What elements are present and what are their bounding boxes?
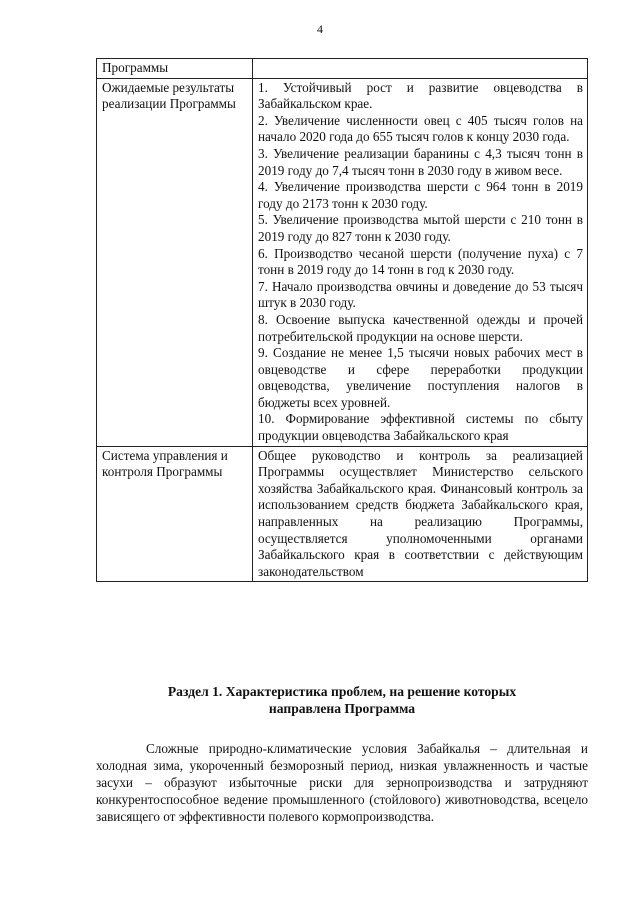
section-paragraph: Сложные природно-климатические условия Забайкалья – длительная и холодная зима, укороченный безморозный период, низкая увлажненность и частые засухи – образуют избыточные риски для зернопроизводства и затрудняют конкурентоспособное ведение промышленного (стойлового) животноводства, всецело зависящего от эффективности полевого кормопроизводства. [96, 741, 588, 824]
table-row-management [97, 446, 588, 582]
program-value-cell [253, 59, 588, 79]
expected-results-label: Ожидаемые результаты реализации Программы [97, 78, 253, 446]
result-item-6: 6. Производство чесаной шерсти (получение пуха) с 7 тонн в 2019 году до 14 тонн в год к 2030 году. [258, 245, 583, 278]
result-item-2: 2. Увеличение численности овец с 405 тысяч голов на начало 2020 года до 655 тысяч голов к концу 2030 года. [258, 112, 583, 145]
result-item-4: 4. Увеличение производства шерсти с 964 тонн в 2019 году до 2173 тонн к 2030 году. [258, 179, 583, 211]
table-row-expected-results [97, 78, 588, 446]
result-item-9: 9. Создание не менее 1,5 тысячи новых рабочих мест в овцеводстве и сфере переработки продукции овцеводства, увеличение поступления налогов в бюджеты всех уровней. [258, 345, 583, 410]
section-heading [96, 683, 588, 717]
result-item-8: 8. Освоение выпуска качественной одежды и прочей потребительской продукции на основе шерсти. [258, 311, 583, 344]
result-item-1: 1. Устойчивый рост и развитие овцеводства в Забайкальском крае. [258, 79, 583, 112]
expected-results-cell [253, 78, 588, 446]
program-passport-table [96, 58, 588, 582]
result-item-10: 10. Формирование эффективной системы по сбыту продукции овцеводства Забайкальского края [258, 411, 583, 444]
management-label: Система управления и контроля Программы [97, 446, 253, 582]
result-item-5: 5. Увеличение производства мытой шерсти с 210 тонн в 2019 году до 827 тонн к 2030 году. [258, 212, 583, 244]
section-heading-line-2: направлена Программа [268, 701, 416, 716]
result-item-3: 3. Увеличение реализации баранины с 4,3 тысяч тонн в 2019 году до 7,4 тысяч тонн в 2030 году в живом весе. [258, 145, 583, 178]
result-item-7: 7. Начало производства овчины и доведение до 53 тысяч штук в 2030 году. [258, 278, 583, 311]
program-label-cell: Программы [97, 59, 253, 79]
table-row-program [97, 59, 588, 79]
page-number: 4 [317, 22, 323, 36]
management-text: Общее руководство и контроль за реализацией Программы осуществляет Министерство сельского хозяйства Забайкальского края. Финансовый контроль за использованием средств бюджета Забайкальского края, направленных на реализацию Программы, осуществляется уполномоченными органами Забайкальского края в соответствии с действующим законодательством [253, 446, 588, 582]
section-heading-line-1: Раздел 1. Характеристика проблем, на решение которых [167, 684, 517, 699]
